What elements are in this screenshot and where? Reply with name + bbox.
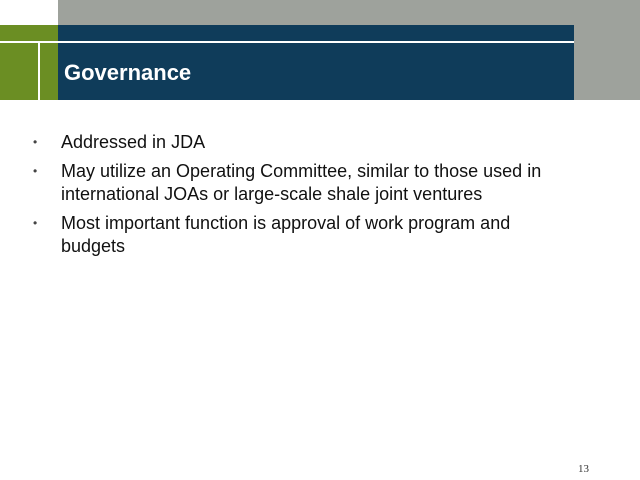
bullet-dot-icon: •	[33, 135, 38, 149]
bullet-item	[33, 131, 573, 154]
bullet-text: Most important function is approval of work program and budgets	[61, 213, 511, 256]
page-number: 13	[578, 463, 589, 475]
bullet-text: May utilize an Operating Committee, similar to those used in international JOAs or large-scale shale joint ventures	[61, 161, 542, 204]
bullet-text: Addressed in JDA	[61, 132, 206, 152]
bullet-dot-icon: •	[33, 164, 38, 178]
header-gray-band	[58, 0, 640, 26]
bullet-list	[33, 131, 573, 264]
title-bar-top-line	[58, 41, 574, 43]
bullet-dot-icon: •	[33, 216, 38, 230]
slide-title: Governance	[64, 60, 192, 85]
bullet-item	[33, 212, 573, 258]
bullet-item	[33, 160, 573, 206]
title-bar	[58, 25, 574, 100]
header-right-gray-block	[574, 0, 640, 100]
header-olive-accent	[0, 25, 58, 100]
header-accent-vertical-line	[38, 41, 40, 100]
header-accent-horizontal-line	[0, 41, 58, 43]
